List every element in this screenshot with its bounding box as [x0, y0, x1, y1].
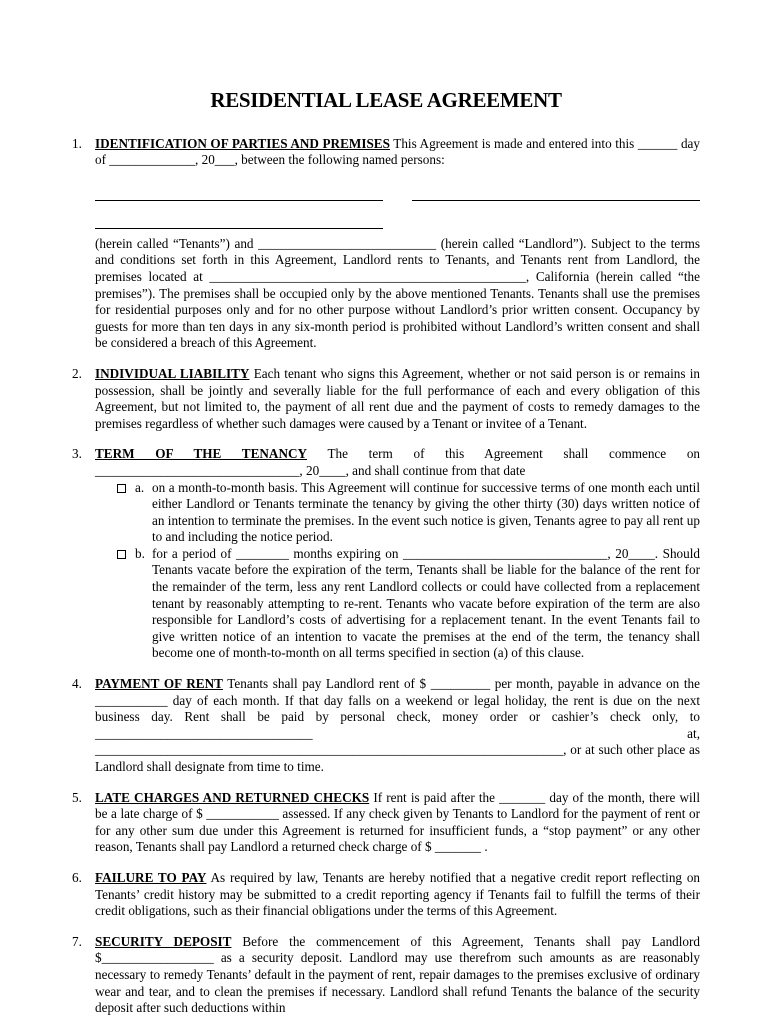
section-text: Each tenant who signs this Agreement, whether or not said person is or remains in possession, shall be jointly and severally liable for the full performance of each and every obligation of this Agreement, but not limited to, the payment of all rent due and the payment of costs to remedy damages to the premises regardless of whether such damages were caused by a Tenant or invitee of a Tenant. — [95, 365, 701, 431]
section-text: As required by law, Tenants are hereby notified that a negative credit report reflecting on Tenants’ credit history may be submitted to a credit reporting agency if Tenants fail to fulfill the terms of their credit obligations, such as their financial obligations under the terms of this Agreement. — [95, 869, 701, 919]
section-number: 7. — [72, 933, 82, 949]
term-option-label: b. — [135, 545, 145, 561]
section-identification-of-parties — [72, 136, 700, 352]
section-paragraph — [95, 136, 700, 169]
section-payment-of-rent — [72, 676, 700, 776]
term-option-text: on a month-to-month basis. This Agreement will continue for successive terms of one month each until either Landlord or Tenants terminate the tenancy by giving the other thirty (30) days written notice of an intention to terminate the premises. In the event such notice is given, Tenants agree to pay all rent up to and including the notice period. — [152, 479, 700, 545]
section-number: 2. — [72, 365, 82, 381]
section-number: 4. — [72, 676, 82, 692]
section-individual-liability — [72, 366, 700, 432]
section-heading: TERM OF THE TENANCY — [95, 446, 308, 462]
section-text: If rent is paid after the _______ day of the month, there will be a late charge of $ ___________ assessed. If any check given by Tenants to Landlord for the payment of rent or for any other sum due under this Agreement is returned for insufficient funds, a “stop payment” or any other reason, Tenants shall pay Landlord a returned check charge of $ _______ . — [95, 789, 700, 855]
section-heading: IDENTIFICATION OF PARTIES AND PREMISES — [95, 135, 390, 151]
section-heading: FAILURE TO PAY — [95, 869, 207, 885]
section-content — [95, 934, 700, 1017]
section-content — [95, 790, 700, 856]
party-name-blank-line — [412, 200, 700, 201]
section-security-deposit — [72, 934, 700, 1017]
section-paragraph — [95, 366, 700, 432]
section-late-charges — [72, 790, 700, 856]
section-failure-to-pay — [72, 870, 700, 920]
section-content — [95, 366, 700, 432]
section-number: 5. — [72, 789, 82, 805]
checkbox-icon — [117, 550, 126, 559]
section-content — [95, 136, 700, 352]
party-name-blank-line — [95, 228, 383, 229]
party-name-row — [95, 173, 700, 201]
section-paragraph — [95, 790, 700, 856]
term-option-fixed-period — [117, 546, 700, 662]
party-name-row — [95, 201, 700, 229]
section-term-of-tenancy — [72, 446, 700, 662]
party-name-blank-line — [95, 200, 383, 201]
section-content — [95, 870, 700, 920]
section-heading: INDIVIDUAL LIABILITY — [95, 365, 250, 381]
section-number: 3. — [72, 446, 82, 462]
section-number: 6. — [72, 869, 82, 885]
section-paragraph — [95, 676, 700, 776]
checkbox-icon — [117, 484, 126, 493]
section-text: (herein called “Tenants”) and ___________________________ (herein called “Landlord”). Subject to the terms and conditions set forth in this Agreement, Landlord rents to Tenants, and Tenants rent from Landlord, the premises located at ________________________________________________, California (herein called “the premises”). The premises shall be occupied only by the above mentioned Tenants. Tenants shall use the premises for residential purposes only and for no other purpose without Landlord’s prior written consent. Occupancy by guests for more than ten days in any six-month period is prohibited without Landlord’s written consent and shall be considered a breach of this Agreement. — [95, 235, 700, 351]
section-heading: PAYMENT OF RENT — [95, 676, 223, 692]
section-text: Tenants shall pay Landlord rent of $ _________ per month, payable in advance on the ___________ day of each month. If that day falls on a weekend or legal holiday, the rent is due on the next business day. Rent shall be paid by personal check, money order or cashier’s check only, to _________________________________ at, _______________________________________________________________________, or at such other place as Landlord shall designate from time to time. — [95, 676, 700, 774]
section-paragraph — [95, 870, 700, 920]
section-number: 1. — [72, 135, 82, 151]
term-option-label: a. — [135, 479, 145, 495]
party-name-blanks — [95, 173, 700, 229]
term-option-text: for a period of ________ months expiring on _______________________________, 20____. Should Tenants vacate before the expiration of the term, Tenants shall be liable for the balance of the rent for the remainder of the term, less any rent Landlord collects or could have collected from a replacement tenant by reasonably attempting to re-rent. Tenants who vacate before expiration of the term are also responsible for Landlord’s costs of advertising for a replacement tenant. In the event Tenants fail to give written notice of an intention to vacate the premises at the end of the term, the tenancy shall become one of month-to-month on all terms specified in section (a) of this clause. — [152, 545, 700, 661]
section-paragraph — [95, 446, 700, 479]
section-text: This Agreement is made and entered into this ______ day of _____________, 20___, between the following named persons: — [95, 135, 701, 168]
section-paragraph — [95, 934, 700, 1017]
section-content — [95, 676, 700, 776]
term-option-month-to-month — [117, 480, 700, 546]
section-text: The term of this Agreement shall commence on _______________________________, 20____, and shall continue from that date — [95, 446, 701, 478]
document-title: RESIDENTIAL LEASE AGREEMENT — [210, 88, 562, 112]
section-heading: LATE CHARGES AND RETURNED CHECKS — [95, 789, 370, 805]
section-text: Before the commencement of this Agreement, Tenants shall pay Landlord $_________________ as a security deposit. Landlord may use therefrom such amounts as are reasonably necessary to remedy Tenants’ default in the payment of rent, repair damages to the premises exclusive of ordinary wear and tear, and to clean the premises if necessary. Landlord shall refund Tenants the balance of the security deposit after such deductions within — [95, 933, 701, 1016]
section-heading: SECURITY DEPOSIT — [95, 933, 232, 949]
section-content — [95, 446, 700, 662]
